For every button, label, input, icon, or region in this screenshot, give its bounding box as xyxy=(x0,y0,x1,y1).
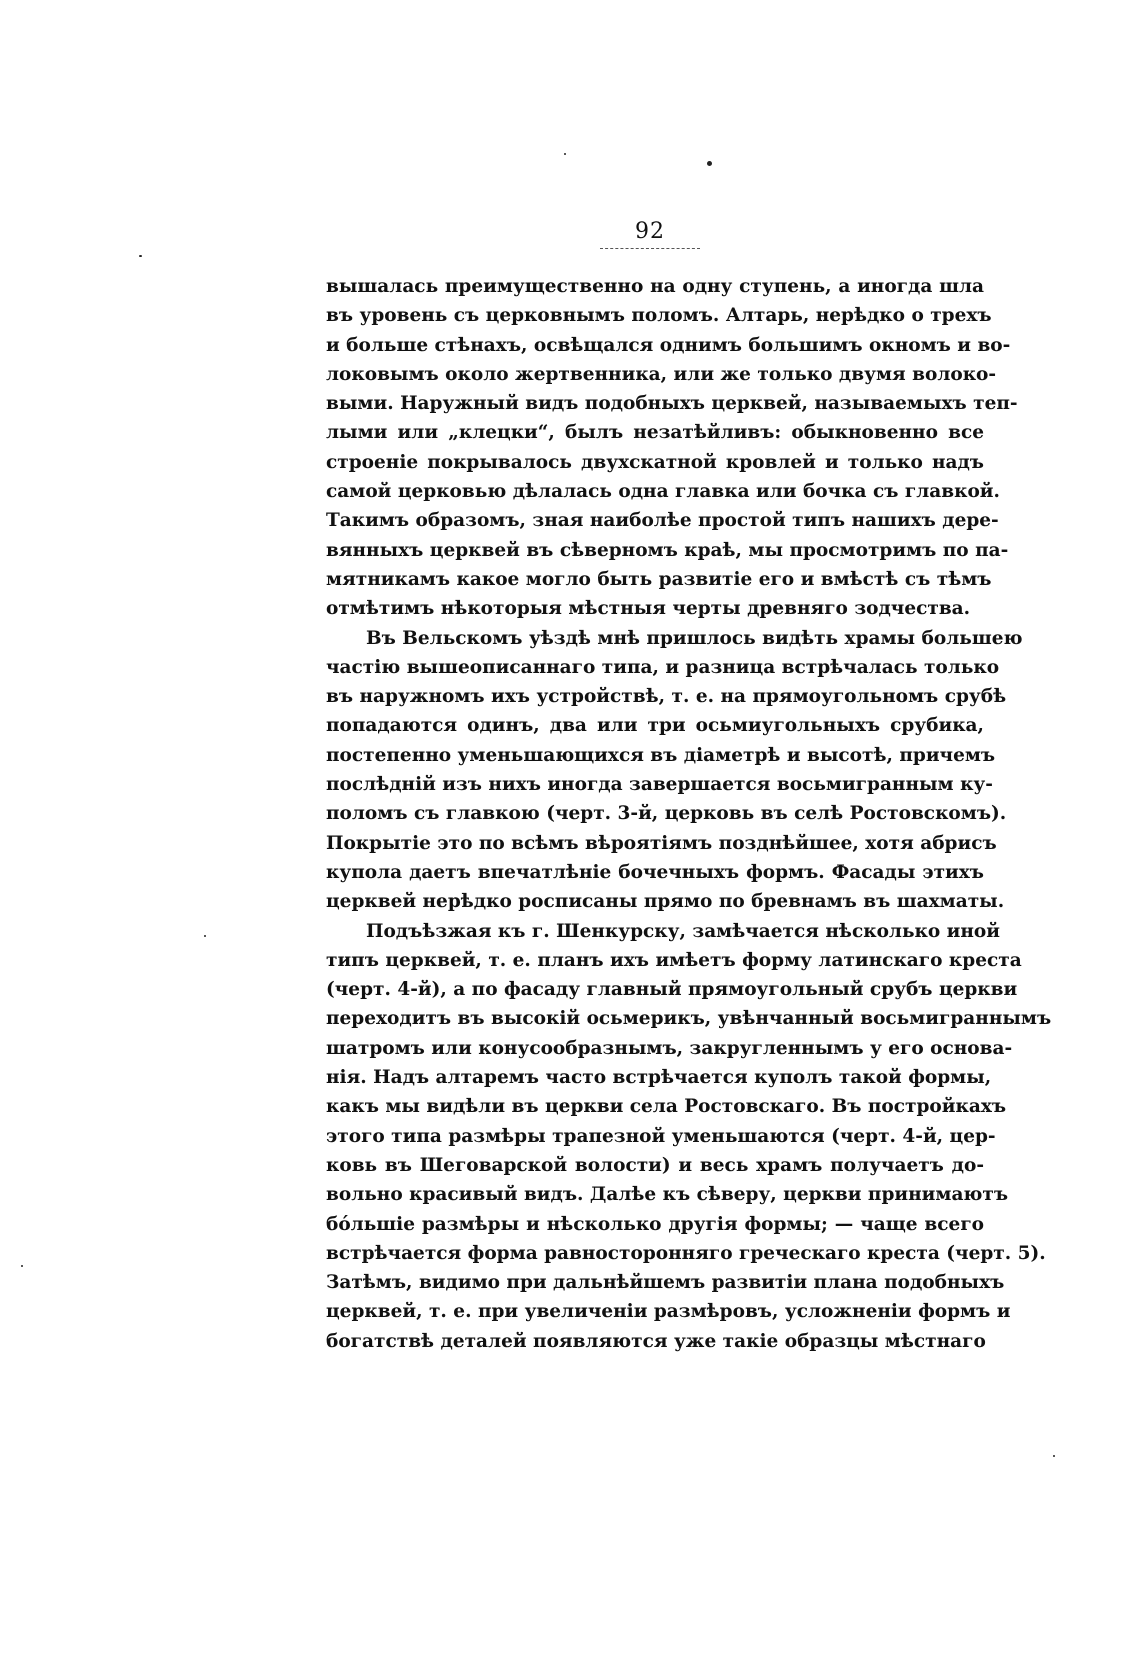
text-line: поломъ съ главкою (черт. 3-й, церковь въ селѣ Ростовскомъ). xyxy=(326,803,1007,825)
text-line: мятникамъ какое могло быть развитіе его и вмѣстѣ съ тѣмъ xyxy=(326,568,992,590)
text-line: церквей нерѣдко росписаны прямо по бревнамъ въ шахматы. xyxy=(326,891,1005,913)
text-line: шатромъ или конусообразнымъ, закругленнымъ у его основа- xyxy=(326,1037,1013,1059)
text-line: лыми или „клецки“, былъ незатѣйливъ: обыкновенно все xyxy=(326,422,984,444)
scan-speck xyxy=(139,255,142,257)
text-line: купола даетъ впечатлѣніе бочечныхъ формъ. Фасады этихъ xyxy=(326,861,984,883)
text-line: строеніе покрывалось двухскатной кровлей и только надъ xyxy=(326,451,984,473)
scan-speck xyxy=(1053,1455,1055,1457)
text-line: въ наружномъ ихъ устройствѣ, т. е. на прямоугольномъ срубѣ xyxy=(326,686,1007,708)
paragraph xyxy=(326,272,1018,624)
text-line: Затѣмъ, видимо при дальнѣйшемъ развитіи плана подобныхъ xyxy=(326,1272,1005,1294)
text-line: (черт. 4-й), а по фасаду главный прямоугольный срубъ церкви xyxy=(326,979,1018,1001)
text-line: локовымъ около жертвенника, или же только двумя волоко- xyxy=(326,363,997,385)
text-line: самой церковью дѣлалась одна главка или бочка съ главкой. xyxy=(326,481,1000,503)
page-header xyxy=(600,220,700,249)
text-line: Такимъ образомъ, зная наиболѣе простой типъ нашихъ дере- xyxy=(326,510,999,532)
text-line: постепенно уменьшающихся въ діаметрѣ и высотѣ, причемъ xyxy=(326,744,996,766)
text-line: вянныхъ церквей въ сѣверномъ краѣ, мы просмотримъ по па- xyxy=(326,539,1009,561)
text-line: бо́льшіе размѣры и нѣсколько другія формы; — чаще всего xyxy=(326,1213,984,1235)
text-line: церквей, т. е. при увеличеніи размѣровъ, усложненіи формъ и xyxy=(326,1301,1011,1323)
text-line: этого типа размѣры трапезной уменьшаются (черт. 4-й, цер- xyxy=(326,1125,996,1147)
paragraph xyxy=(326,917,1052,1356)
scan-speck xyxy=(21,1265,23,1267)
paragraph xyxy=(326,624,1023,917)
text-line: и больше стѣнахъ, освѣщался однимъ большимъ окномъ и во- xyxy=(326,334,1011,356)
header-rule xyxy=(600,248,700,249)
text-line: вольно красивый видъ. Далѣе къ сѣверу, церкви принимаютъ xyxy=(326,1184,1009,1206)
text-line: выми. Наружный видъ подобныхъ церквей, называемыхъ теп- xyxy=(326,393,1018,415)
scan-speck xyxy=(564,153,566,155)
text-line: Покрытіе это по всѣмъ вѣроятіямъ позднѣйшее, хотя абрисъ xyxy=(326,832,997,854)
text-line: послѣдній изъ нихъ иногда завершается восьмигранным ку- xyxy=(326,774,993,796)
scan-speck xyxy=(204,935,206,937)
page-number: 92 xyxy=(635,219,665,244)
scan-speck xyxy=(707,161,712,166)
text-line: Въ Вельскомъ уѣздѣ мнѣ пришлось видѣть храмы большею xyxy=(366,627,1023,649)
text-line: нія. Надъ алтаремъ часто встрѣчается куполъ такой формы, xyxy=(326,1067,992,1089)
text-line: попадаются одинъ, два или три осьмиугольныхъ срубика, xyxy=(326,715,984,737)
text-line: встрѣчается форма равносторонняго греческаго креста (черт. 5). xyxy=(326,1242,1046,1264)
text-line: ковь въ Шеговарской волости) и весь храмъ получаетъ до- xyxy=(326,1154,984,1176)
text-line: вышалась преимущественно на одну ступень, а иногда шла xyxy=(326,276,984,297)
body-text xyxy=(326,272,1052,1356)
text-line: въ уровень съ церковнымъ поломъ. Алтарь, нерѣдко о трехъ xyxy=(326,305,992,327)
text-line: частію вышеописаннаго типа, и разница встрѣчалась только xyxy=(326,656,1000,678)
text-line: переходитъ въ высокій осьмерикъ, увѣнчанный восьмиграннымъ xyxy=(326,1008,1052,1030)
text-line: отмѣтимъ нѣкоторыя мѣстныя черты древняго зодчества. xyxy=(326,598,971,620)
text-line: какъ мы видѣли въ церкви села Ростовскаго. Въ постройкахъ xyxy=(326,1096,1007,1118)
text-line: типъ церквей, т. е. планъ ихъ имѣетъ форму латинскаго креста xyxy=(326,949,1022,971)
text-line: Подъѣзжая къ г. Шенкурску, замѣчается нѣсколько иной xyxy=(366,920,1000,942)
text-line: богатствѣ деталей появляются уже такіе образцы мѣстнаго xyxy=(326,1330,986,1352)
